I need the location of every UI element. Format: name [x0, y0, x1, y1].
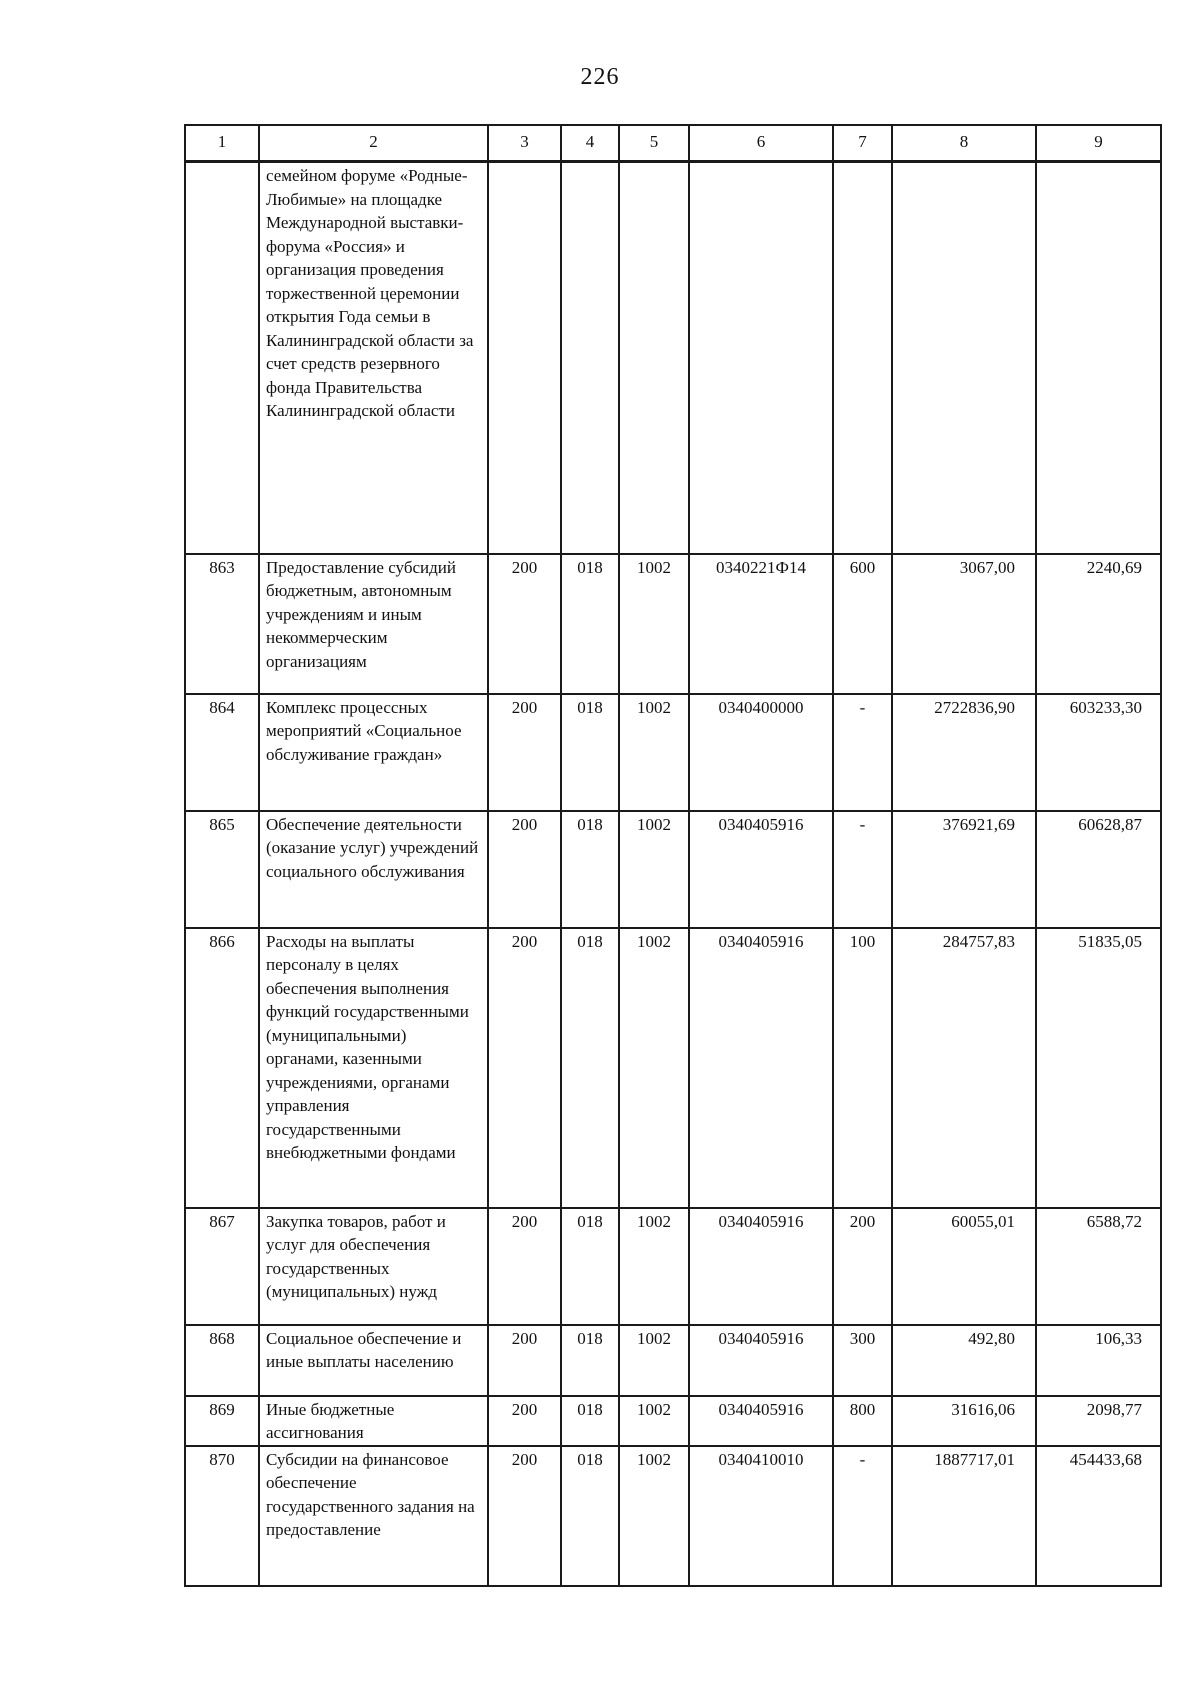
row-col7: 300 — [833, 1325, 892, 1396]
column-header: 8 — [892, 125, 1036, 162]
row-col4: 018 — [561, 554, 619, 694]
row-col3: 200 — [488, 554, 561, 694]
row-number: 865 — [185, 811, 259, 928]
row-col5: 1002 — [619, 1446, 689, 1586]
row-number: 869 — [185, 1396, 259, 1446]
row-col3: 200 — [488, 1396, 561, 1446]
row-col5: 1002 — [619, 811, 689, 928]
table-row — [185, 162, 1161, 554]
budget-table — [184, 124, 1162, 1587]
row-col5: 1002 — [619, 1396, 689, 1446]
row-col7: - — [833, 811, 892, 928]
row-col8: 60055,01 — [892, 1208, 1036, 1325]
row-col9: 603233,30 — [1036, 694, 1161, 811]
row-col4: 018 — [561, 1446, 619, 1586]
row-col6: 0340400000 — [689, 694, 833, 811]
row-col5: 1002 — [619, 1208, 689, 1325]
row-name: Субсидии на финансовое обеспечение государственного задания на предоставление — [259, 1446, 488, 1586]
row-col8: 284757,83 — [892, 928, 1036, 1208]
column-header: 9 — [1036, 125, 1161, 162]
row-col9: 2240,69 — [1036, 554, 1161, 694]
table-row — [185, 554, 1161, 694]
row-name: Социальное обеспечение и иные выплаты населению — [259, 1325, 488, 1396]
column-header: 5 — [619, 125, 689, 162]
column-header: 1 — [185, 125, 259, 162]
row-col7: - — [833, 694, 892, 811]
row-col9: 51835,05 — [1036, 928, 1161, 1208]
row-col5: 1002 — [619, 928, 689, 1208]
row-col5: 1002 — [619, 554, 689, 694]
row-name: Иные бюджетные ассигнования — [259, 1396, 488, 1446]
row-col6: 0340405916 — [689, 1208, 833, 1325]
row-col5: 1002 — [619, 1325, 689, 1396]
row-col7: 800 — [833, 1396, 892, 1446]
row-col3: 200 — [488, 811, 561, 928]
row-col4: 018 — [561, 1396, 619, 1446]
row-col5 — [619, 162, 689, 554]
row-col4: 018 — [561, 1325, 619, 1396]
column-header: 4 — [561, 125, 619, 162]
table-row — [185, 1325, 1161, 1396]
row-col9: 2098,77 — [1036, 1396, 1161, 1446]
row-col9: 454433,68 — [1036, 1446, 1161, 1586]
row-number: 867 — [185, 1208, 259, 1325]
row-col6: 0340405916 — [689, 1396, 833, 1446]
row-number: 870 — [185, 1446, 259, 1586]
table-row — [185, 928, 1161, 1208]
row-col8: 1887717,01 — [892, 1446, 1036, 1586]
row-col6: 0340405916 — [689, 811, 833, 928]
row-col3: 200 — [488, 1325, 561, 1396]
row-number: 868 — [185, 1325, 259, 1396]
row-col8 — [892, 162, 1036, 554]
row-number: 866 — [185, 928, 259, 1208]
row-col7: 600 — [833, 554, 892, 694]
row-col8: 31616,06 — [892, 1396, 1036, 1446]
table-row — [185, 1396, 1161, 1446]
row-col3: 200 — [488, 694, 561, 811]
row-col6: 0340221Ф14 — [689, 554, 833, 694]
row-name: Закупка товаров, работ и услуг для обеспечения государственных (муниципальных) нужд — [259, 1208, 488, 1325]
row-col7: 200 — [833, 1208, 892, 1325]
row-col8: 3067,00 — [892, 554, 1036, 694]
row-col7 — [833, 162, 892, 554]
row-col3: 200 — [488, 928, 561, 1208]
row-col4: 018 — [561, 811, 619, 928]
table-row — [185, 811, 1161, 928]
row-col3 — [488, 162, 561, 554]
row-col9: 6588,72 — [1036, 1208, 1161, 1325]
row-name: Комплекс процессных мероприятий «Социальное обслуживание граждан» — [259, 694, 488, 811]
column-header: 7 — [833, 125, 892, 162]
page-number: 226 — [580, 64, 620, 90]
row-col9 — [1036, 162, 1161, 554]
row-col6: 0340405916 — [689, 1325, 833, 1396]
row-name: семейном форуме «Родные-Любимые» на площадке Международной выставки-форума «Россия» и организация проведения торжественной церемонии открытия Года семьи в Калининградской области за счет средств резервного фонда Правительства Калининградской области — [259, 162, 488, 554]
header-row — [185, 125, 1161, 162]
row-col8: 492,80 — [892, 1325, 1036, 1396]
row-col7: - — [833, 1446, 892, 1586]
table-row — [185, 694, 1161, 811]
row-col4: 018 — [561, 928, 619, 1208]
row-col3: 200 — [488, 1446, 561, 1586]
column-header: 3 — [488, 125, 561, 162]
row-col8: 2722836,90 — [892, 694, 1036, 811]
table-row — [185, 1208, 1161, 1325]
row-number — [185, 162, 259, 554]
row-number: 864 — [185, 694, 259, 811]
row-name: Предоставление субсидий бюджетным, автономным учреждениям и иным некоммерческим организациям — [259, 554, 488, 694]
row-col6 — [689, 162, 833, 554]
row-col4: 018 — [561, 694, 619, 811]
row-col5: 1002 — [619, 694, 689, 811]
row-name: Расходы на выплаты персоналу в целях обеспечения выполнения функций государственными (муниципальными) органами, казенными учреждениями, органами управления государственными внебюджетными фондами — [259, 928, 488, 1208]
row-col9: 106,33 — [1036, 1325, 1161, 1396]
row-col4 — [561, 162, 619, 554]
row-col7: 100 — [833, 928, 892, 1208]
row-col6: 0340405916 — [689, 928, 833, 1208]
row-name: Обеспечение деятельности (оказание услуг) учреждений социального обслуживания — [259, 811, 488, 928]
row-col9: 60628,87 — [1036, 811, 1161, 928]
column-header: 6 — [689, 125, 833, 162]
row-col3: 200 — [488, 1208, 561, 1325]
row-col4: 018 — [561, 1208, 619, 1325]
column-header: 2 — [259, 125, 488, 162]
table-row — [185, 1446, 1161, 1586]
row-number: 863 — [185, 554, 259, 694]
row-col6: 0340410010 — [689, 1446, 833, 1586]
row-col8: 376921,69 — [892, 811, 1036, 928]
